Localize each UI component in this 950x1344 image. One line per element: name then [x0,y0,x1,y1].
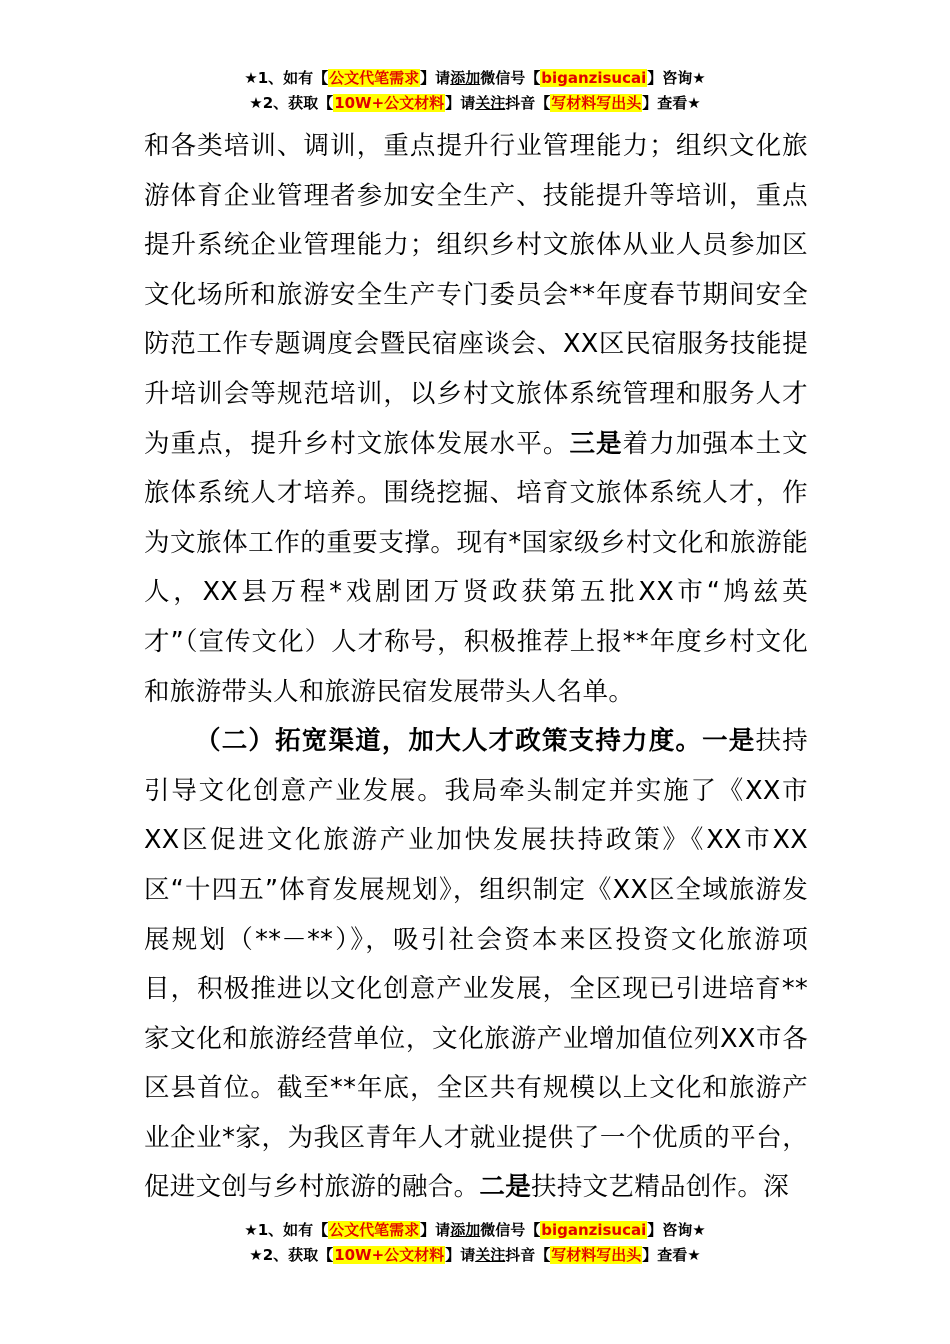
banner-text: 抖音【 [505,94,551,112]
banner-text: 】请 [445,94,476,112]
paragraph-text: 着力加强本土文旅体系统人才培养。围绕挖掘、培育文旅体系统人才，作为文旅体工作的重要支撑。现有*国家级乡村文化和旅游能人，XX县万程*戏剧团万贤政获第五批XX市“鸠兹英才”（宣传文化）人才称号，积极推荐上报**年度乡村文化和旅游带头人和旅游民宿发展带头人名单。 [144,428,808,707]
highlight-materials: 10W+公文材料 [334,94,445,112]
banner-text: 】查看★ [642,1246,701,1264]
banner-underlined: 关注 [475,94,506,112]
banner-text: ★2、获取【 [249,94,334,112]
section-heading: （二）拓宽渠道，加大人才政策支持力度。 [195,726,703,757]
banner-underlined: 添加 [450,69,481,87]
highlight-writing-service: 公文代笔需求 [329,1221,420,1239]
banner-line-1 [0,1218,950,1243]
banner-text: ★1、如有【 [244,1221,329,1239]
highlight-douyin-account: 写材料写出头 [551,1246,642,1264]
highlight-wechat-id: biganzisucai [541,1221,647,1239]
paragraph-text: 和各类培训、调训，重点提升行业管理能力；组织文化旅游体育企业管理者参加安全生产、技能提升等培训，重点提升系统企业管理能力；组织乡村文旅体从业人员参加区文化场所和旅游安全生产专门委员会**年度春节期间安全防范工作专题调度会暨民宿座谈会、XX区民宿服务技能提升培训会等规范培训，以乡村文旅体系统管理和服务人才为重点，提升乡村文旅体发展水平。 [144,131,808,459]
highlight-wechat-id: biganzisucai [541,69,647,87]
paragraph-1 [144,122,808,717]
banner-text: 抖音【 [505,1246,551,1264]
banner-text: 】请 [420,1221,451,1239]
banner-text: 微信号【 [480,69,541,87]
highlight-writing-service: 公文代笔需求 [329,69,420,87]
banner-text: ★2、获取【 [249,1246,334,1264]
banner-line-1 [0,66,950,91]
banner-text: 微信号【 [480,1221,541,1239]
banner-text: 】查看★ [642,94,701,112]
paragraph-2 [144,717,808,1213]
banner-text: 】咨询★ [647,69,706,87]
banner-text: ★1、如有【 [244,69,329,87]
paragraph-text: 扶持文艺精品创作。深 [531,1172,790,1203]
banner-text: 】咨询★ [647,1221,706,1239]
banner-underlined: 关注 [475,1246,506,1264]
highlight-douyin-account: 写材料写出头 [551,94,642,112]
banner-underlined: 添加 [450,1221,481,1239]
highlight-materials: 10W+公文材料 [334,1246,445,1264]
document-body [144,122,808,1213]
banner-text: 】请 [420,69,451,87]
bold-marker: 二是 [479,1172,532,1203]
banner-text: 】请 [445,1246,476,1264]
bold-marker: 三是 [569,428,623,459]
banner-line-2 [0,1243,950,1268]
header-banner [0,66,950,116]
paragraph-text: 扶持引导文化创意产业发展。我局牵头制定并实施了《XX市XX区促进文化旅游产业加快发展扶持政策》《XX市XX区“十四五”体育发展规划》，组织制定《XX区全域旅游发展规划（**－**）》，吸引社会资本来区投资文化旅游项目，积极推进以文化创意产业发展，全区现已引进培育**家文化和旅游经营单位，文化旅游产业增加值位列XX市各区县首位。截至**年底，全区共有规模以上文化和旅游产业企业*家，为我区青年人才就业提供了一个优质的平台，促进文创与乡村旅游的融合。 [144,726,808,1203]
footer-banner [0,1218,950,1268]
banner-line-2 [0,91,950,116]
bold-marker: 一是 [702,726,756,757]
